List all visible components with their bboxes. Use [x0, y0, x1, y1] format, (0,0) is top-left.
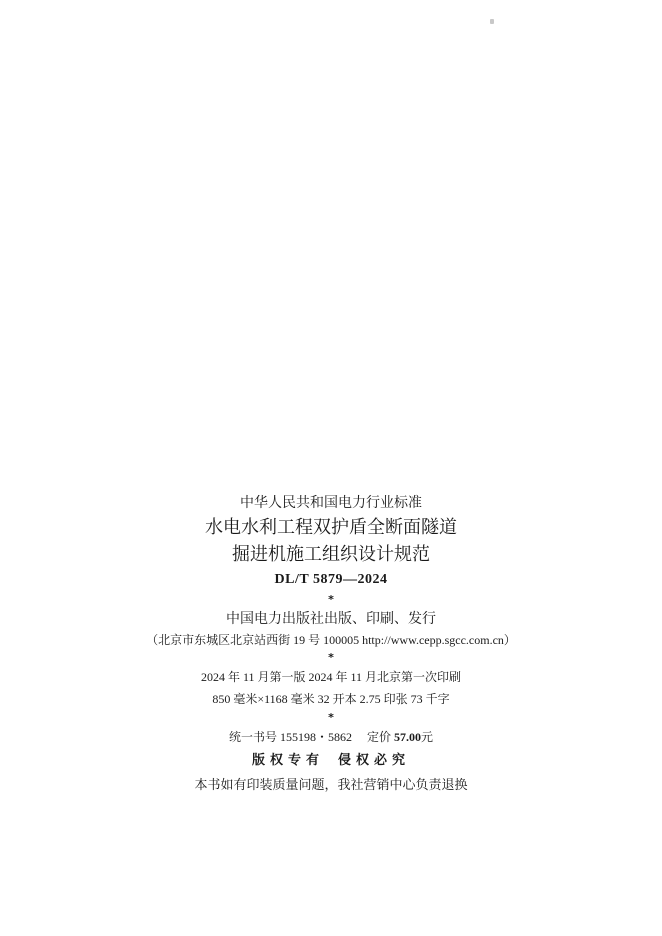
standard-type: 中华人民共和国电力行业标准 — [240, 495, 422, 511]
publisher: 中国电力出版社出版、印刷、发行 — [226, 611, 436, 627]
infringement-notice: 侵权必究 — [338, 753, 411, 768]
title-line-1: 水电水利工程双护盾全断面隧道 — [205, 517, 457, 538]
scan-speck — [490, 19, 494, 24]
colophon-block — [0, 492, 662, 798]
book-number-price-line — [0, 726, 662, 748]
price-unit: 元 — [421, 730, 434, 744]
publisher-address: （北京市东城区北京站西街 19 号 100005 http://www.cepp.sgcc.com.cn） — [146, 633, 516, 647]
rights-reserved: 版权专有 — [251, 753, 324, 768]
book-number: 统一书号 155198・5862 — [228, 730, 352, 744]
edition-info: 2024 年 11 月第一版 2024 年 11 月北京第一次印刷 — [200, 670, 462, 684]
separator-star: * — [328, 593, 334, 606]
title-line-2: 掘进机施工组织设计规范 — [232, 544, 430, 565]
return-notice: 本书如有印装质量问题，我社营销中心负责退换 — [194, 778, 468, 793]
standard-code: DL/T 5879—2024 — [274, 572, 388, 587]
format-info: 850 毫米×1168 毫米 32 开本 2.75 印张 73 千字 — [212, 692, 450, 706]
price-label: 定价 — [366, 730, 394, 744]
price-value: 57.00 — [394, 730, 421, 744]
separator-star: * — [328, 651, 334, 664]
copyright-line — [0, 748, 662, 774]
separator-star: * — [328, 711, 334, 724]
